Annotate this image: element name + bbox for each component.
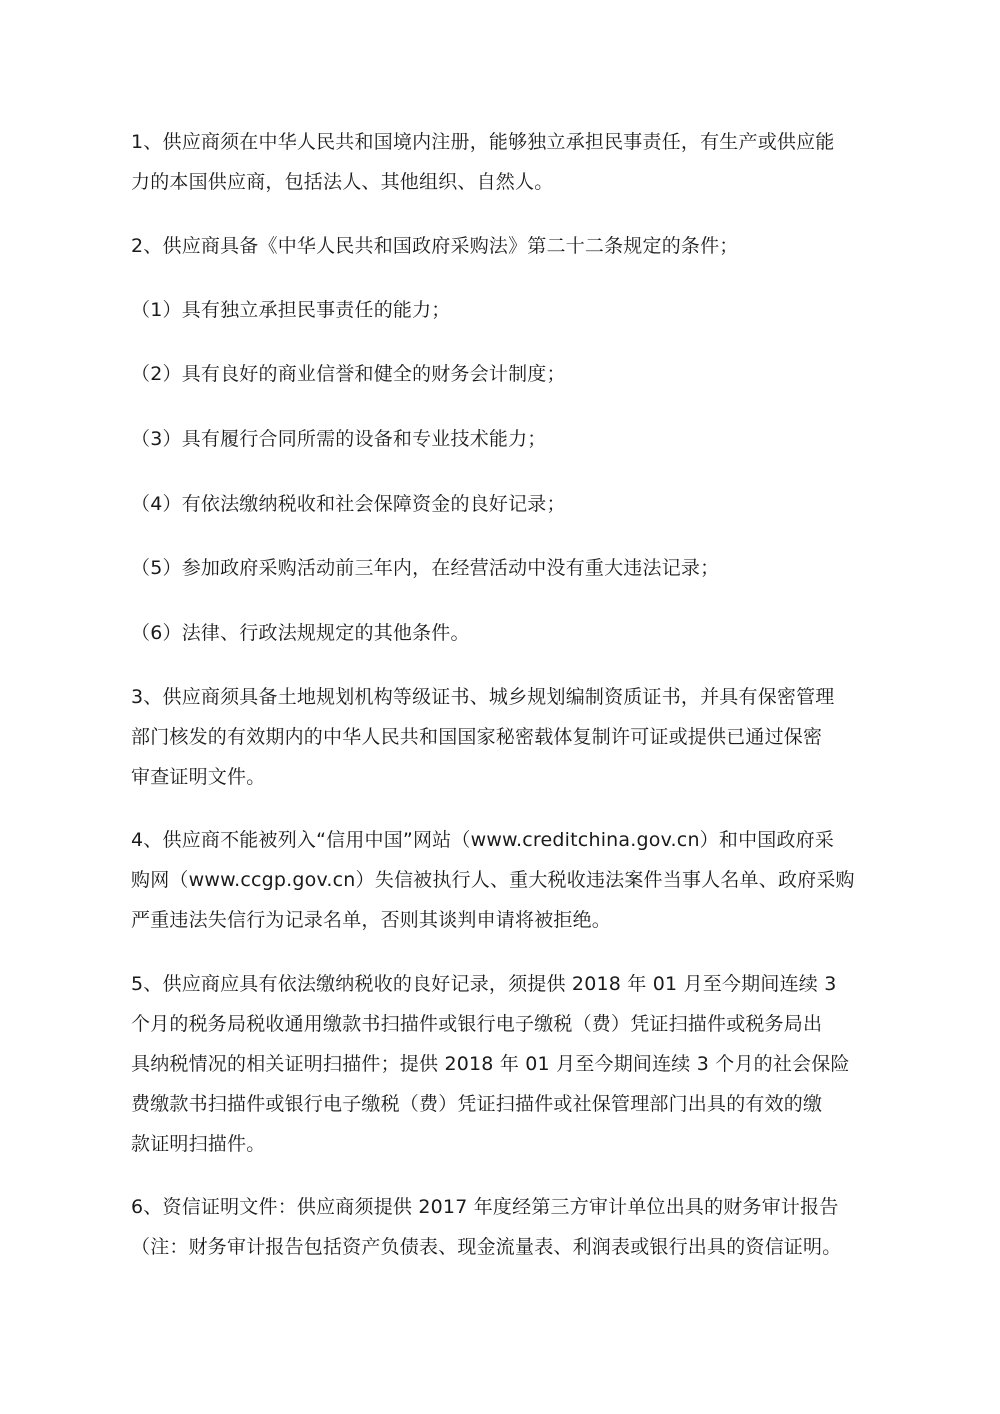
clause-6-line-1: 6、资信证明文件：供应商须提供 2017 年度经第三方审计单位出具的财务审计报告	[131, 1196, 839, 1218]
clause-2-line-1: 2、供应商具备《中华人民共和国政府采购法》第二十二条规定的条件；	[131, 235, 739, 257]
clause-5-line-5: 款证明扫描件。	[131, 1133, 266, 1155]
sub-clause-2-line: （2）具有良好的商业信誉和健全的财务会计制度；	[131, 363, 566, 385]
sub-clause-1	[131, 290, 876, 330]
clause-3	[131, 677, 876, 797]
clause-5	[131, 964, 876, 1164]
clause-5-line-3: 具纳税情况的相关证明扫描件；提供 2018 年 01 月至今期间连续 3 个月的社会保险	[131, 1053, 850, 1075]
clause-2	[131, 226, 876, 266]
sub-clause-4	[131, 484, 876, 524]
clause-6-line-2: （注：财务审计报告包括资产负债表、现金流量表、利润表或银行出具的资信证明。	[131, 1236, 842, 1258]
sub-clause-6-line: （6）法律、行政法规规定的其他条件。	[131, 622, 470, 644]
clause-6	[131, 1187, 876, 1267]
sub-clause-5	[131, 548, 876, 588]
clause-4	[131, 820, 876, 940]
sub-clause-1-line: （1）具有独立承担民事责任的能力；	[131, 299, 451, 321]
sub-clause-4-line: （4）有依法缴纳税收和社会保障资金的良好记录；	[131, 493, 566, 515]
clause-3-line-1: 3、供应商须具备土地规划机构等级证书、城乡规划编制资质证书，并具有保密管理	[131, 686, 835, 708]
clause-1-line-1: 1、供应商须在中华人民共和国境内注册，能够独立承担民事责任，有生产或供应能	[131, 131, 835, 153]
clause-4-line-3: 严重违法失信行为记录名单，否则其谈判申请将被拒绝。	[131, 909, 612, 931]
clause-5-line-2: 个月的税务局税收通用缴款书扫描件或银行电子缴税（费）凭证扫描件或税务局出	[131, 1013, 823, 1035]
clause-5-line-1: 5、供应商应具有依法缴纳税收的良好记录，须提供 2018 年 01 月至今期间连续 3	[131, 973, 837, 995]
sub-clause-5-line: （5）参加政府采购活动前三年内，在经营活动中没有重大违法记录；	[131, 557, 720, 579]
sub-clause-3-line: （3）具有履行合同所需的设备和专业技术能力；	[131, 428, 547, 450]
sub-clause-3	[131, 419, 876, 459]
clause-4-line-1: 4、供应商不能被列入“信用中国”网站（www.creditchina.gov.cn）和中国政府采	[131, 829, 835, 851]
clause-1-line-2: 力的本国供应商，包括法人、其他组织、自然人。	[131, 171, 554, 193]
clause-3-line-2: 部门核发的有效期内的中华人民共和国国家秘密载体复制许可证或提供已通过保密	[131, 726, 823, 748]
clause-1	[131, 122, 876, 202]
clause-3-line-3: 审查证明文件。	[131, 766, 266, 788]
sub-clause-6	[131, 613, 876, 653]
clause-5-line-4: 费缴款书扫描件或银行电子缴税（费）凭证扫描件或社保管理部门出具的有效的缴	[131, 1093, 823, 1115]
sub-clause-2	[131, 354, 876, 394]
clause-4-line-2: 购网（www.ccgp.gov.cn）失信被执行人、重大税收违法案件当事人名单、政府采购	[131, 869, 855, 891]
